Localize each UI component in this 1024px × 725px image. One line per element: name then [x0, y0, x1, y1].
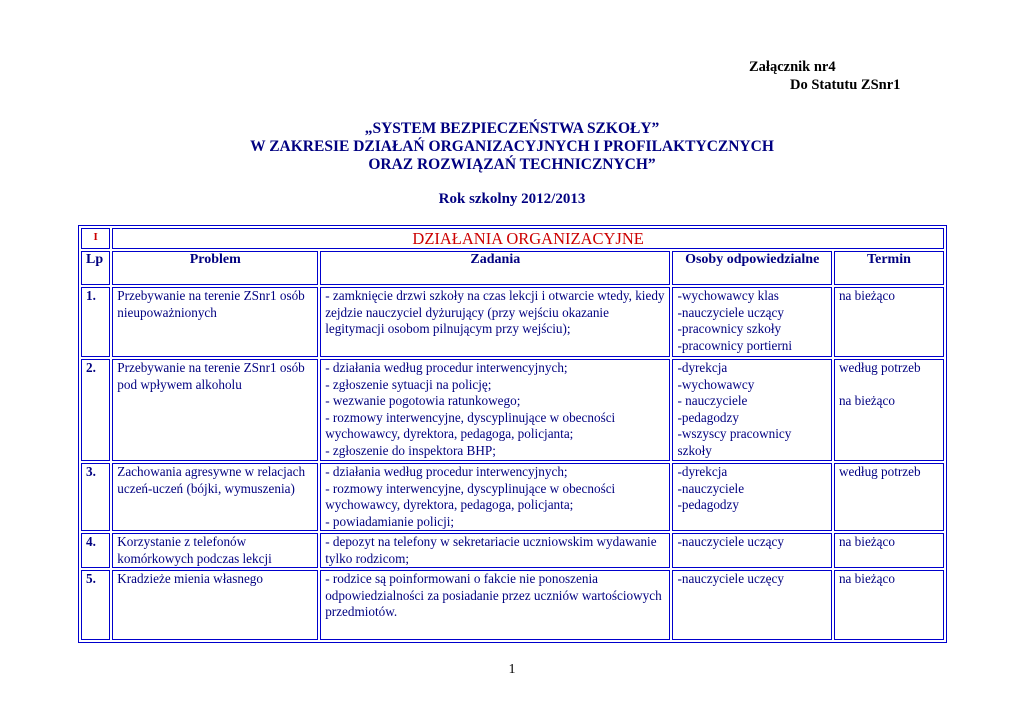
row-persons — [672, 287, 831, 357]
term-spacer — [839, 377, 939, 394]
person-item: -dyrekcja — [677, 464, 728, 479]
document-title-line3: ORAZ ROZWIĄZAŃ TECHNICZNYCH” — [368, 156, 656, 173]
person-item: -nauczyciele uczący — [677, 304, 784, 320]
person-item: -wychowawcy — [677, 376, 755, 392]
safety-table — [78, 225, 947, 643]
attachment-label: Załącznik nr4 — [749, 59, 836, 75]
task-item: - zgłoszenie do inspektora BHP; — [325, 442, 496, 458]
task-item: - rodzice są poinformowani o fakcie nie ponoszenia odpowiedzialności za posiadanie przez uczniów wartościowych przedmiotów. — [325, 571, 662, 619]
document-title-line2: W ZAKRESIE DZIAŁAŃ ORGANIZACYJNYCH I PROFILAKTYCZNYCH — [250, 138, 774, 155]
column-header-persons: Osoby odpowiedzialne — [672, 251, 831, 285]
row-term — [834, 570, 944, 640]
person-item: -wychowawcy klas — [677, 288, 779, 303]
task-item: - rozmowy interwencyjne, dyscyplinujące w obecności wychowawcy, dyrektora, pedagoga, policjanta; — [325, 409, 616, 441]
statute-label: Do Statutu ZSnr1 — [790, 77, 901, 93]
row-problem: Kradzieże mienia własnego — [112, 570, 318, 640]
row-term — [834, 287, 944, 357]
row-persons — [672, 359, 831, 461]
task-item: - działania według procedur interwencyjnych; — [325, 360, 568, 375]
table-row — [81, 533, 944, 568]
row-number: 5. — [81, 570, 110, 640]
row-term — [834, 533, 944, 568]
person-item: -nauczyciele — [677, 480, 745, 496]
section-title: DZIAŁANIA ORGANIZACYJNE — [112, 228, 944, 249]
task-item: - rozmowy interwencyjne, dyscyplinujące w obecności wychowawcy, dyrektora, pedagoga, policjanta; — [325, 480, 616, 512]
row-persons — [672, 570, 831, 640]
table-row — [81, 570, 944, 640]
task-item: - depozyt na telefony w sekretariacie uczniowskim wydawanie tylko rodzicom; — [325, 534, 657, 566]
row-problem: Przebywanie na terenie ZSnr1 osób nieupoważnionych — [112, 287, 318, 357]
table-row — [81, 463, 944, 531]
task-item: - zgłoszenie sytuacji na policję; — [325, 376, 492, 392]
task-item: - zamknięcie drzwi szkoły na czas lekcji i otwarcie wtedy, kiedy zejdzie nauczyciel dyżurujący (przy wejściu okazanie legitymacji osobom pilnującym przy wejściu); — [325, 288, 665, 336]
term-item: według potrzeb — [838, 360, 921, 375]
column-header-tasks: Zadania — [320, 251, 670, 285]
row-tasks — [320, 570, 670, 640]
row-term — [834, 463, 944, 531]
person-item: -pedagodzy — [677, 497, 739, 512]
term-item: na bieżąco — [838, 534, 895, 549]
column-header-term: Termin — [834, 251, 944, 285]
person-item: -pracownicy portierni — [677, 337, 793, 353]
task-item: - wezwanie pogotowia ratunkowego; — [325, 393, 521, 408]
header-row — [81, 251, 944, 285]
person-item: -pedagodzy — [677, 409, 739, 425]
row-term — [834, 359, 944, 461]
person-item: -nauczyciele uczący — [677, 534, 784, 549]
table-row — [81, 359, 944, 461]
person-item: -nauczyciele uczęcy — [677, 571, 784, 586]
row-persons — [672, 533, 831, 568]
term-item: na bieżąco — [838, 393, 895, 408]
task-item: - powiadamianie policji; — [325, 513, 455, 529]
row-tasks — [320, 359, 670, 461]
row-problem: Zachowania agresywne w relacjach uczeń-uczeń (bójki, wymuszenia) — [112, 463, 318, 531]
row-tasks — [320, 287, 670, 357]
person-item: -wszyscy pracownicy szkoły — [677, 426, 792, 458]
column-header-lp: Lp — [81, 251, 110, 285]
page-number: 1 — [508, 662, 516, 677]
term-item: na bieżąco — [838, 571, 895, 586]
row-number: 3. — [81, 463, 110, 531]
row-tasks — [320, 533, 670, 568]
row-problem: Przebywanie na terenie ZSnr1 osób pod wpływem alkoholu — [112, 359, 318, 461]
person-item: -pracownicy szkoły — [677, 321, 782, 336]
row-problem: Korzystanie z telefonów komórkowych podczas lekcji — [112, 533, 318, 568]
section-number: I — [81, 228, 110, 249]
term-item: na bieżąco — [838, 288, 895, 303]
table-row — [81, 287, 944, 357]
person-item: - nauczyciele — [677, 393, 748, 408]
row-tasks — [320, 463, 670, 531]
person-item: -dyrekcja — [677, 360, 728, 375]
document-title-line1: „SYSTEM BEZPIECZEŃSTWA SZKOŁY” — [364, 120, 660, 137]
row-number: 1. — [81, 287, 110, 357]
row-persons — [672, 463, 831, 531]
row-number: 2. — [81, 359, 110, 461]
task-item: - działania według procedur interwencyjnych; — [325, 464, 568, 479]
row-number: 4. — [81, 533, 110, 568]
school-year: Rok szkolny 2012/2013 — [438, 191, 586, 207]
column-header-problem: Problem — [112, 251, 318, 285]
term-item: według potrzeb — [838, 464, 921, 479]
section-row — [81, 228, 944, 249]
